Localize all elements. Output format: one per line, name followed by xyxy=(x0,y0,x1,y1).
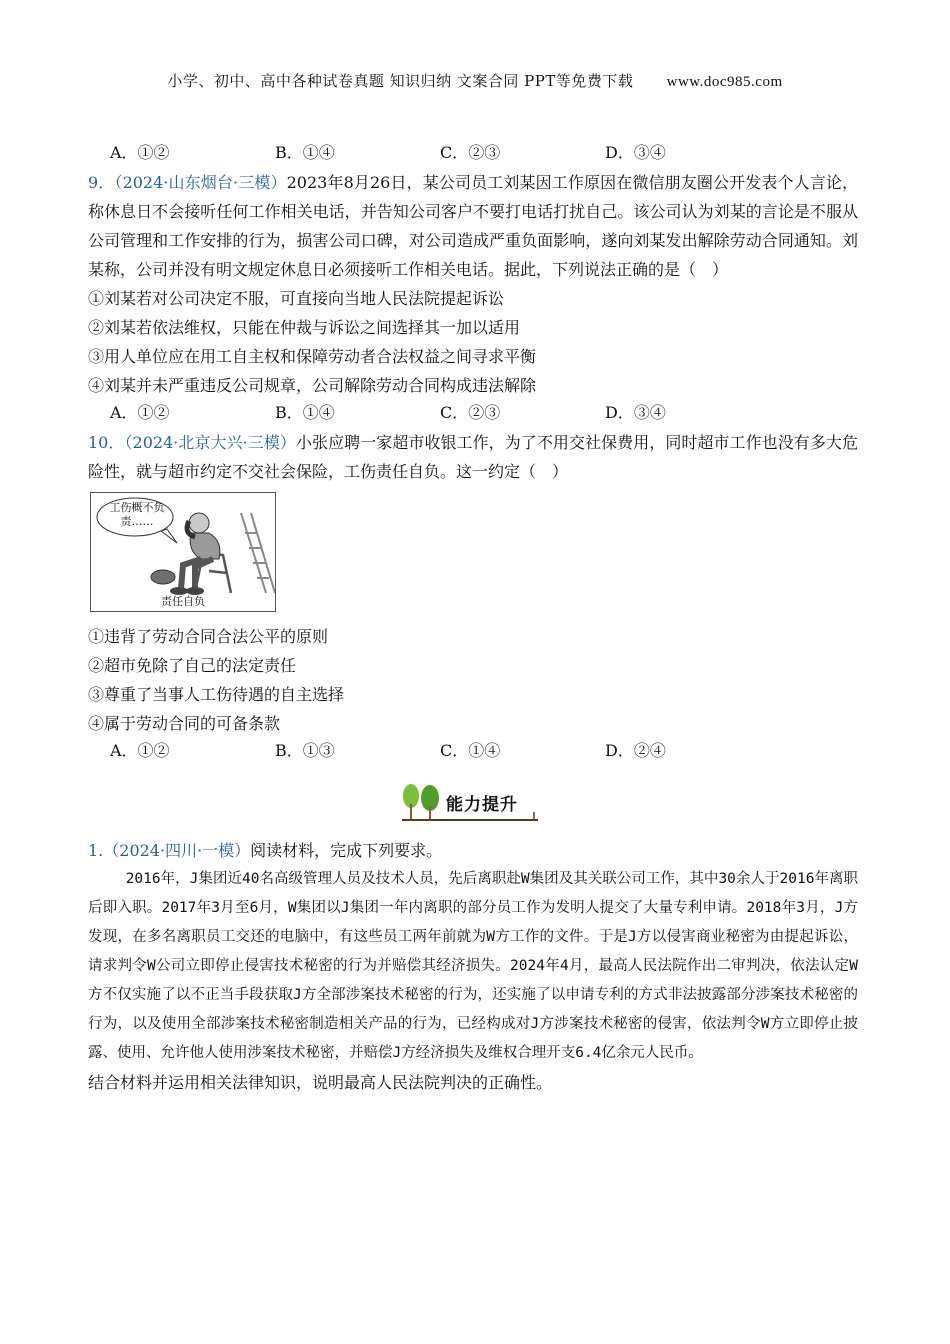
section-banner xyxy=(88,782,858,826)
q10-statement-1: ①违背了劳动合同合法公平的原则 xyxy=(88,627,329,646)
worker-head xyxy=(189,513,209,533)
header-site: www.doc985.com xyxy=(666,74,783,90)
q1-number: 1. xyxy=(88,841,104,860)
option-b: B．①④ xyxy=(275,403,335,422)
q1-material: 2016年，J集团近40名高级管理人员及技术人员，先后离职赴W集团及其关联公司工作，其中30余人于2016年离职后即入职。2017年3月至6月，W集团以J集团一年内离职的部分员工作为发明人提交了大量专利申请。2018年3月，J方发现，在多名离职员工交还的电脑中，有这些员工两年前就为W方工作的文件。于是J方以侵害商业秘密为由提起诉讼，请求判令W公司立即停止侵害技术秘密的行为并赔偿其经济损失。2024年4月，最高人民法院作出二审判决，依法认定W方不仅实施了以不正当手段获取J方全部涉案技术秘密的行为，还实施了以申请专利的方式非法披露部分涉案技术秘密的行为，以及使用全部涉案技术秘密制造相关产品的行为，已经构成对J方涉案技术秘密的侵害，依法判令W方立即停止披露、使用、允许他人使用涉案技术秘密，并赔偿J方经济损失及维权合理开支6.4亿余元人民币。 xyxy=(88,871,858,1061)
q10-stem: 小张应聘一家超市收银工作，为了不用交社保费用，同时超市工作也没有多大危险性，就与超市约定不交社会保险，工伤责任自负。这一约定（ ） xyxy=(88,433,858,481)
q1-task: 结合材料并运用相关法律知识，说明最高人民法院判决的正确性。 xyxy=(88,1073,553,1092)
option-c: C．②③ xyxy=(440,403,501,422)
hard-hat xyxy=(151,570,175,584)
q10-number: 10． xyxy=(88,433,125,452)
option-b: B．①④ xyxy=(275,143,335,162)
option-a: A．①② xyxy=(110,403,170,422)
option-d: D．③④ xyxy=(605,403,666,422)
option-d: D．②④ xyxy=(605,741,666,760)
q10-options xyxy=(110,738,858,764)
option-a: A．①② xyxy=(110,143,170,162)
q10-source: （2024·北京大兴·三模） xyxy=(124,433,296,452)
q8-options xyxy=(110,140,858,166)
q9-statement-2: ②刘某若依法维权，只能在仲裁与诉讼之间选择其一加以适用 xyxy=(88,318,521,337)
question-9 xyxy=(88,168,858,426)
q9-stem: 2023年8月26日，某公司员工刘某因工作原因在微信朋友圈公开发表个人言论，称休息日不会接听任何工作相关电话，并告知公司客户不要打电话打扰自己。该公司认为刘某的言论是不服从公司管理和工作安排的行为，损害公司口碑，对公司造成严重负面影响，遂向刘某发出解除劳动合同通知。刘某称，公司并没有明文规定休息日必须接听工作相关电话。据此，下列说法正确的是（ ） xyxy=(88,173,858,279)
q10-statement-2: ②超市免除了自己的法定责任 xyxy=(88,656,297,675)
q1-source: （2024·四川·一模） xyxy=(103,841,251,860)
ladder xyxy=(241,513,275,593)
question-1 xyxy=(88,836,858,1097)
q1-instruction: 阅读材料，完成下列要求。 xyxy=(250,841,443,860)
worker-legs xyxy=(181,559,213,589)
q9-options xyxy=(110,400,858,426)
section-title: 能力提升 xyxy=(446,795,518,815)
header-text: 小学、初中、高中各种试卷真题 知识归纳 文案合同 PPT等免费下载 xyxy=(167,72,634,90)
q10-statement-3: ③尊重了当事人工伤待遇的自主选择 xyxy=(88,685,345,704)
speech-bubble-tail xyxy=(161,529,177,543)
option-d: D．③④ xyxy=(605,143,666,162)
option-c: C．②③ xyxy=(440,143,501,162)
document-body xyxy=(88,140,858,1097)
page-header xyxy=(0,70,950,91)
q9-statement-1: ①刘某若对公司决定不服，可直接向当地人民法院提起诉讼 xyxy=(88,289,505,308)
q10-cartoon xyxy=(90,492,276,612)
option-c: C．①④ xyxy=(440,741,501,760)
q9-number: 9． xyxy=(88,173,115,192)
q9-statement-4: ④刘某并未严重违反公司规章，公司解除劳动合同构成违法解除 xyxy=(88,376,537,395)
q9-source: （2024·山东烟台·三模） xyxy=(114,173,287,192)
q9-statement-3: ③用人单位应在用工自主权和保障劳动者合法权益之间寻求平衡 xyxy=(88,347,537,366)
option-b: B．①③ xyxy=(275,741,335,760)
cartoon-bubble-text: 工伤概不负责…… xyxy=(109,501,165,528)
cartoon-caption: 责任自负 xyxy=(161,595,205,608)
question-10 xyxy=(88,428,858,764)
ability-banner xyxy=(398,782,548,826)
q10-statement-4: ④属于劳动合同的可备条款 xyxy=(88,714,281,733)
option-a: A．①② xyxy=(110,741,170,760)
